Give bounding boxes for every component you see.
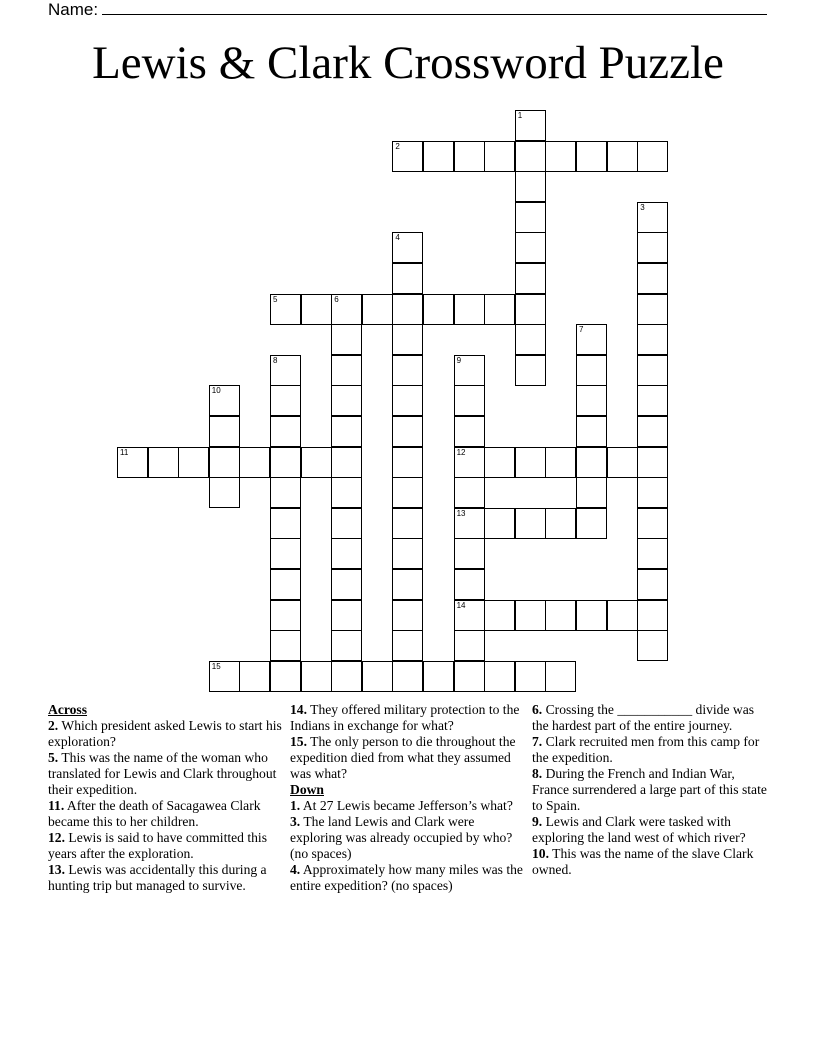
clue-number-3: 3 bbox=[640, 202, 645, 212]
crossword-cell[interactable] bbox=[392, 263, 423, 294]
crossword-cell[interactable] bbox=[270, 538, 301, 569]
crossword-cell[interactable] bbox=[484, 141, 515, 172]
crossword-cell[interactable] bbox=[454, 294, 485, 325]
crossword-cell[interactable] bbox=[637, 508, 668, 539]
crossword-cell[interactable] bbox=[392, 477, 423, 508]
crossword-cell[interactable] bbox=[576, 385, 607, 416]
crossword-cell[interactable] bbox=[454, 569, 485, 600]
crossword-cell[interactable] bbox=[576, 600, 607, 631]
crossword-cell[interactable] bbox=[607, 600, 638, 631]
crossword-cell[interactable] bbox=[576, 477, 607, 508]
clue-number-4: 4 bbox=[395, 233, 400, 243]
clue-number-15: 15 bbox=[211, 661, 221, 671]
crossword-cell[interactable] bbox=[637, 202, 668, 233]
crossword-cell[interactable] bbox=[331, 538, 362, 569]
crossword-cell[interactable] bbox=[392, 232, 423, 263]
crossword-cell[interactable] bbox=[270, 385, 301, 416]
crossword-cell[interactable] bbox=[515, 324, 546, 355]
crossword-cell[interactable] bbox=[454, 477, 485, 508]
crossword-cell[interactable] bbox=[515, 508, 546, 539]
crossword-cell[interactable] bbox=[239, 661, 270, 692]
crossword-cell[interactable] bbox=[515, 355, 546, 386]
crossword-cell[interactable] bbox=[515, 661, 546, 692]
crossword-cell[interactable] bbox=[270, 355, 301, 386]
clue-number-10: 10 bbox=[211, 386, 221, 396]
crossword-cell[interactable] bbox=[515, 110, 546, 141]
clue-number-11: 11 bbox=[120, 447, 129, 457]
crossword-cell[interactable] bbox=[270, 294, 301, 325]
crossword-cell[interactable] bbox=[392, 661, 423, 692]
crossword-cell[interactable] bbox=[637, 538, 668, 569]
crossword-cell[interactable] bbox=[576, 416, 607, 447]
clue-number-7: 7 bbox=[579, 325, 584, 335]
clues-column-3 bbox=[532, 702, 772, 878]
crossword-cell[interactable] bbox=[637, 477, 668, 508]
crossword-cell[interactable] bbox=[392, 600, 423, 631]
puzzle-title: Lewis & Clark Crossword Puzzle bbox=[92, 37, 724, 89]
crossword-cell[interactable] bbox=[454, 538, 485, 569]
crossword-cell[interactable] bbox=[392, 569, 423, 600]
clue-number-12: 12 bbox=[456, 447, 466, 457]
crossword-cell[interactable] bbox=[637, 324, 668, 355]
crossword-cell[interactable] bbox=[209, 661, 240, 692]
clue-number-2: 2 bbox=[395, 141, 400, 151]
crossword-cell[interactable] bbox=[392, 447, 423, 478]
crossword-cell[interactable] bbox=[607, 141, 638, 172]
crossword-cell[interactable] bbox=[515, 294, 546, 325]
clues-column-2 bbox=[290, 702, 526, 894]
clues-column-1 bbox=[48, 702, 284, 894]
crossword-cell[interactable] bbox=[270, 569, 301, 600]
crossword-cell[interactable] bbox=[331, 600, 362, 631]
crossword-cell[interactable] bbox=[331, 355, 362, 386]
crossword-cell[interactable] bbox=[178, 447, 209, 478]
crossword-cell[interactable] bbox=[637, 141, 668, 172]
crossword-cell[interactable] bbox=[331, 324, 362, 355]
crossword-cell[interactable] bbox=[515, 447, 546, 478]
crossword-cell[interactable] bbox=[515, 263, 546, 294]
clue-across-11: 11. After the death of Sacagawea Clark became this to her children. bbox=[48, 798, 261, 829]
crossword-cell[interactable] bbox=[454, 508, 485, 539]
crossword-cell[interactable] bbox=[301, 661, 332, 692]
crossword-cell[interactable] bbox=[515, 232, 546, 263]
crossword-cell[interactable] bbox=[637, 630, 668, 661]
crossword-cell[interactable] bbox=[392, 508, 423, 539]
crossword-cell[interactable] bbox=[454, 416, 485, 447]
crossword-cell[interactable] bbox=[270, 600, 301, 631]
crossword-cell[interactable] bbox=[637, 447, 668, 478]
crossword-cell[interactable] bbox=[484, 447, 515, 478]
down-heading: Down bbox=[290, 782, 324, 797]
crossword-cell[interactable] bbox=[331, 477, 362, 508]
crossword-cell[interactable] bbox=[637, 232, 668, 263]
crossword-cell[interactable] bbox=[209, 447, 240, 478]
crossword-cell[interactable] bbox=[331, 569, 362, 600]
crossword-cell[interactable] bbox=[545, 447, 576, 478]
crossword-cell[interactable] bbox=[423, 294, 454, 325]
crossword-cell[interactable] bbox=[545, 141, 576, 172]
clue-across-5: 5. This was the name of the woman who translated for Lewis and Clark throughout their expedition. bbox=[48, 750, 277, 797]
crossword-cell[interactable] bbox=[515, 600, 546, 631]
clue-down-9: 9. Lewis and Clark were tasked with exploring the land west of which river? bbox=[532, 814, 746, 845]
crossword-cell[interactable] bbox=[576, 324, 607, 355]
crossword-cell[interactable] bbox=[209, 477, 240, 508]
crossword-cell[interactable] bbox=[392, 141, 423, 172]
crossword-cell[interactable] bbox=[576, 355, 607, 386]
clue-down-1: 1. At 27 Lewis became Jefferson’s what? bbox=[290, 798, 513, 813]
crossword-cell[interactable] bbox=[607, 447, 638, 478]
crossword-cell[interactable] bbox=[331, 508, 362, 539]
crossword-cell[interactable] bbox=[484, 600, 515, 631]
crossword-cell[interactable] bbox=[515, 171, 546, 202]
crossword-cell[interactable] bbox=[637, 416, 668, 447]
clue-number-6: 6 bbox=[334, 294, 339, 304]
crossword-cell[interactable] bbox=[423, 141, 454, 172]
clue-number-5: 5 bbox=[273, 294, 278, 304]
crossword-cell[interactable] bbox=[454, 447, 485, 478]
crossword-cell[interactable] bbox=[515, 141, 546, 172]
crossword-cell[interactable] bbox=[270, 630, 301, 661]
clue-across-15: 15. The only person to die throughout the expedition died from what they assumed was what? bbox=[290, 734, 516, 781]
crossword-cell[interactable] bbox=[392, 416, 423, 447]
clue-down-7: 7. Clark recruited men from this camp for the expedition. bbox=[532, 734, 760, 765]
clue-number-14: 14 bbox=[456, 600, 466, 610]
crossword-cell[interactable] bbox=[454, 355, 485, 386]
clue-down-4: 4. Approximately how many miles was the entire expedition? (no spaces) bbox=[290, 862, 523, 893]
clue-number-9: 9 bbox=[456, 355, 462, 365]
crossword-cell[interactable] bbox=[331, 416, 362, 447]
clue-down-10: 10. This was the name of the slave Clark owned. bbox=[532, 846, 754, 877]
crossword-cell[interactable] bbox=[270, 416, 301, 447]
crossword-cell[interactable] bbox=[454, 385, 485, 416]
crossword-cell[interactable] bbox=[454, 600, 485, 631]
crossword-cell[interactable] bbox=[392, 385, 423, 416]
crossword-cell[interactable] bbox=[331, 385, 362, 416]
crossword-cell[interactable] bbox=[331, 447, 362, 478]
crossword-cell[interactable] bbox=[331, 630, 362, 661]
crossword-cell[interactable] bbox=[392, 294, 423, 325]
clue-down-8: 8. During the French and Indian War, France surrendered a large part of this state to Spain. bbox=[532, 766, 767, 813]
crossword-cell[interactable] bbox=[576, 447, 607, 478]
crossword-cell[interactable] bbox=[392, 630, 423, 661]
crossword-cell[interactable] bbox=[576, 141, 607, 172]
crossword-cell[interactable] bbox=[362, 661, 393, 692]
crossword-cell[interactable] bbox=[454, 630, 485, 661]
clue-across-14: 14. They offered military protection to the Indians in exchange for what? bbox=[290, 702, 520, 733]
crossword-cell[interactable] bbox=[270, 661, 301, 692]
clue-across-2: 2. Which president asked Lewis to start his exploration? bbox=[48, 718, 282, 749]
clue-across-12: 12. Lewis is said to have committed this years after the exploration. bbox=[48, 830, 267, 861]
crossword-cell[interactable] bbox=[484, 661, 515, 692]
clue-down-6: 6. Crossing the ___________ divide was the hardest part of the entire journey. bbox=[532, 702, 755, 733]
crossword-cell[interactable] bbox=[117, 447, 148, 478]
crossword-cell[interactable] bbox=[637, 569, 668, 600]
crossword-cell[interactable] bbox=[209, 385, 240, 416]
crossword-cell[interactable] bbox=[301, 294, 332, 325]
crossword-cell[interactable] bbox=[392, 355, 423, 386]
clue-number-8: 8 bbox=[273, 355, 278, 365]
crossword-cell[interactable] bbox=[270, 508, 301, 539]
crossword-cell[interactable] bbox=[331, 294, 362, 325]
clue-down-3: 3. The land Lewis and Clark were exploring was already occupied by who? (no spaces) bbox=[290, 814, 513, 861]
crossword-cell[interactable] bbox=[484, 294, 515, 325]
crossword-cell[interactable] bbox=[392, 324, 423, 355]
crossword-cell[interactable] bbox=[454, 141, 485, 172]
crossword-cell[interactable] bbox=[637, 600, 668, 631]
crossword-cell[interactable] bbox=[270, 447, 301, 478]
crossword-cell[interactable] bbox=[239, 447, 270, 478]
crossword-cell[interactable] bbox=[637, 355, 668, 386]
crossword-cell[interactable] bbox=[576, 508, 607, 539]
crossword-cell[interactable] bbox=[637, 385, 668, 416]
crossword-cell[interactable] bbox=[301, 447, 332, 478]
crossword-cell[interactable] bbox=[484, 508, 515, 539]
name-label: Name: bbox=[48, 0, 99, 19]
crossword-cell[interactable] bbox=[545, 600, 576, 631]
clue-number-1: 1 bbox=[517, 111, 523, 120]
crossword-cell[interactable] bbox=[209, 416, 240, 447]
crossword-cell[interactable] bbox=[331, 661, 362, 692]
crossword-cell[interactable] bbox=[515, 202, 546, 233]
crossword-cell[interactable] bbox=[637, 294, 668, 325]
crossword-cell[interactable] bbox=[454, 661, 485, 692]
crossword-cell[interactable] bbox=[637, 263, 668, 294]
clue-across-13: 13. Lewis was accidentally this during a hunting trip but managed to survive. bbox=[48, 862, 267, 893]
crossword-cell[interactable] bbox=[392, 538, 423, 569]
crossword-cell[interactable] bbox=[423, 661, 454, 692]
crossword-cell[interactable] bbox=[545, 508, 576, 539]
crossword-cell[interactable] bbox=[545, 661, 576, 692]
crossword-cell[interactable] bbox=[270, 477, 301, 508]
crossword-cell[interactable] bbox=[148, 447, 179, 478]
across-heading: Across bbox=[48, 702, 88, 717]
crossword-cell[interactable] bbox=[362, 294, 393, 325]
clue-number-13: 13 bbox=[456, 508, 466, 518]
